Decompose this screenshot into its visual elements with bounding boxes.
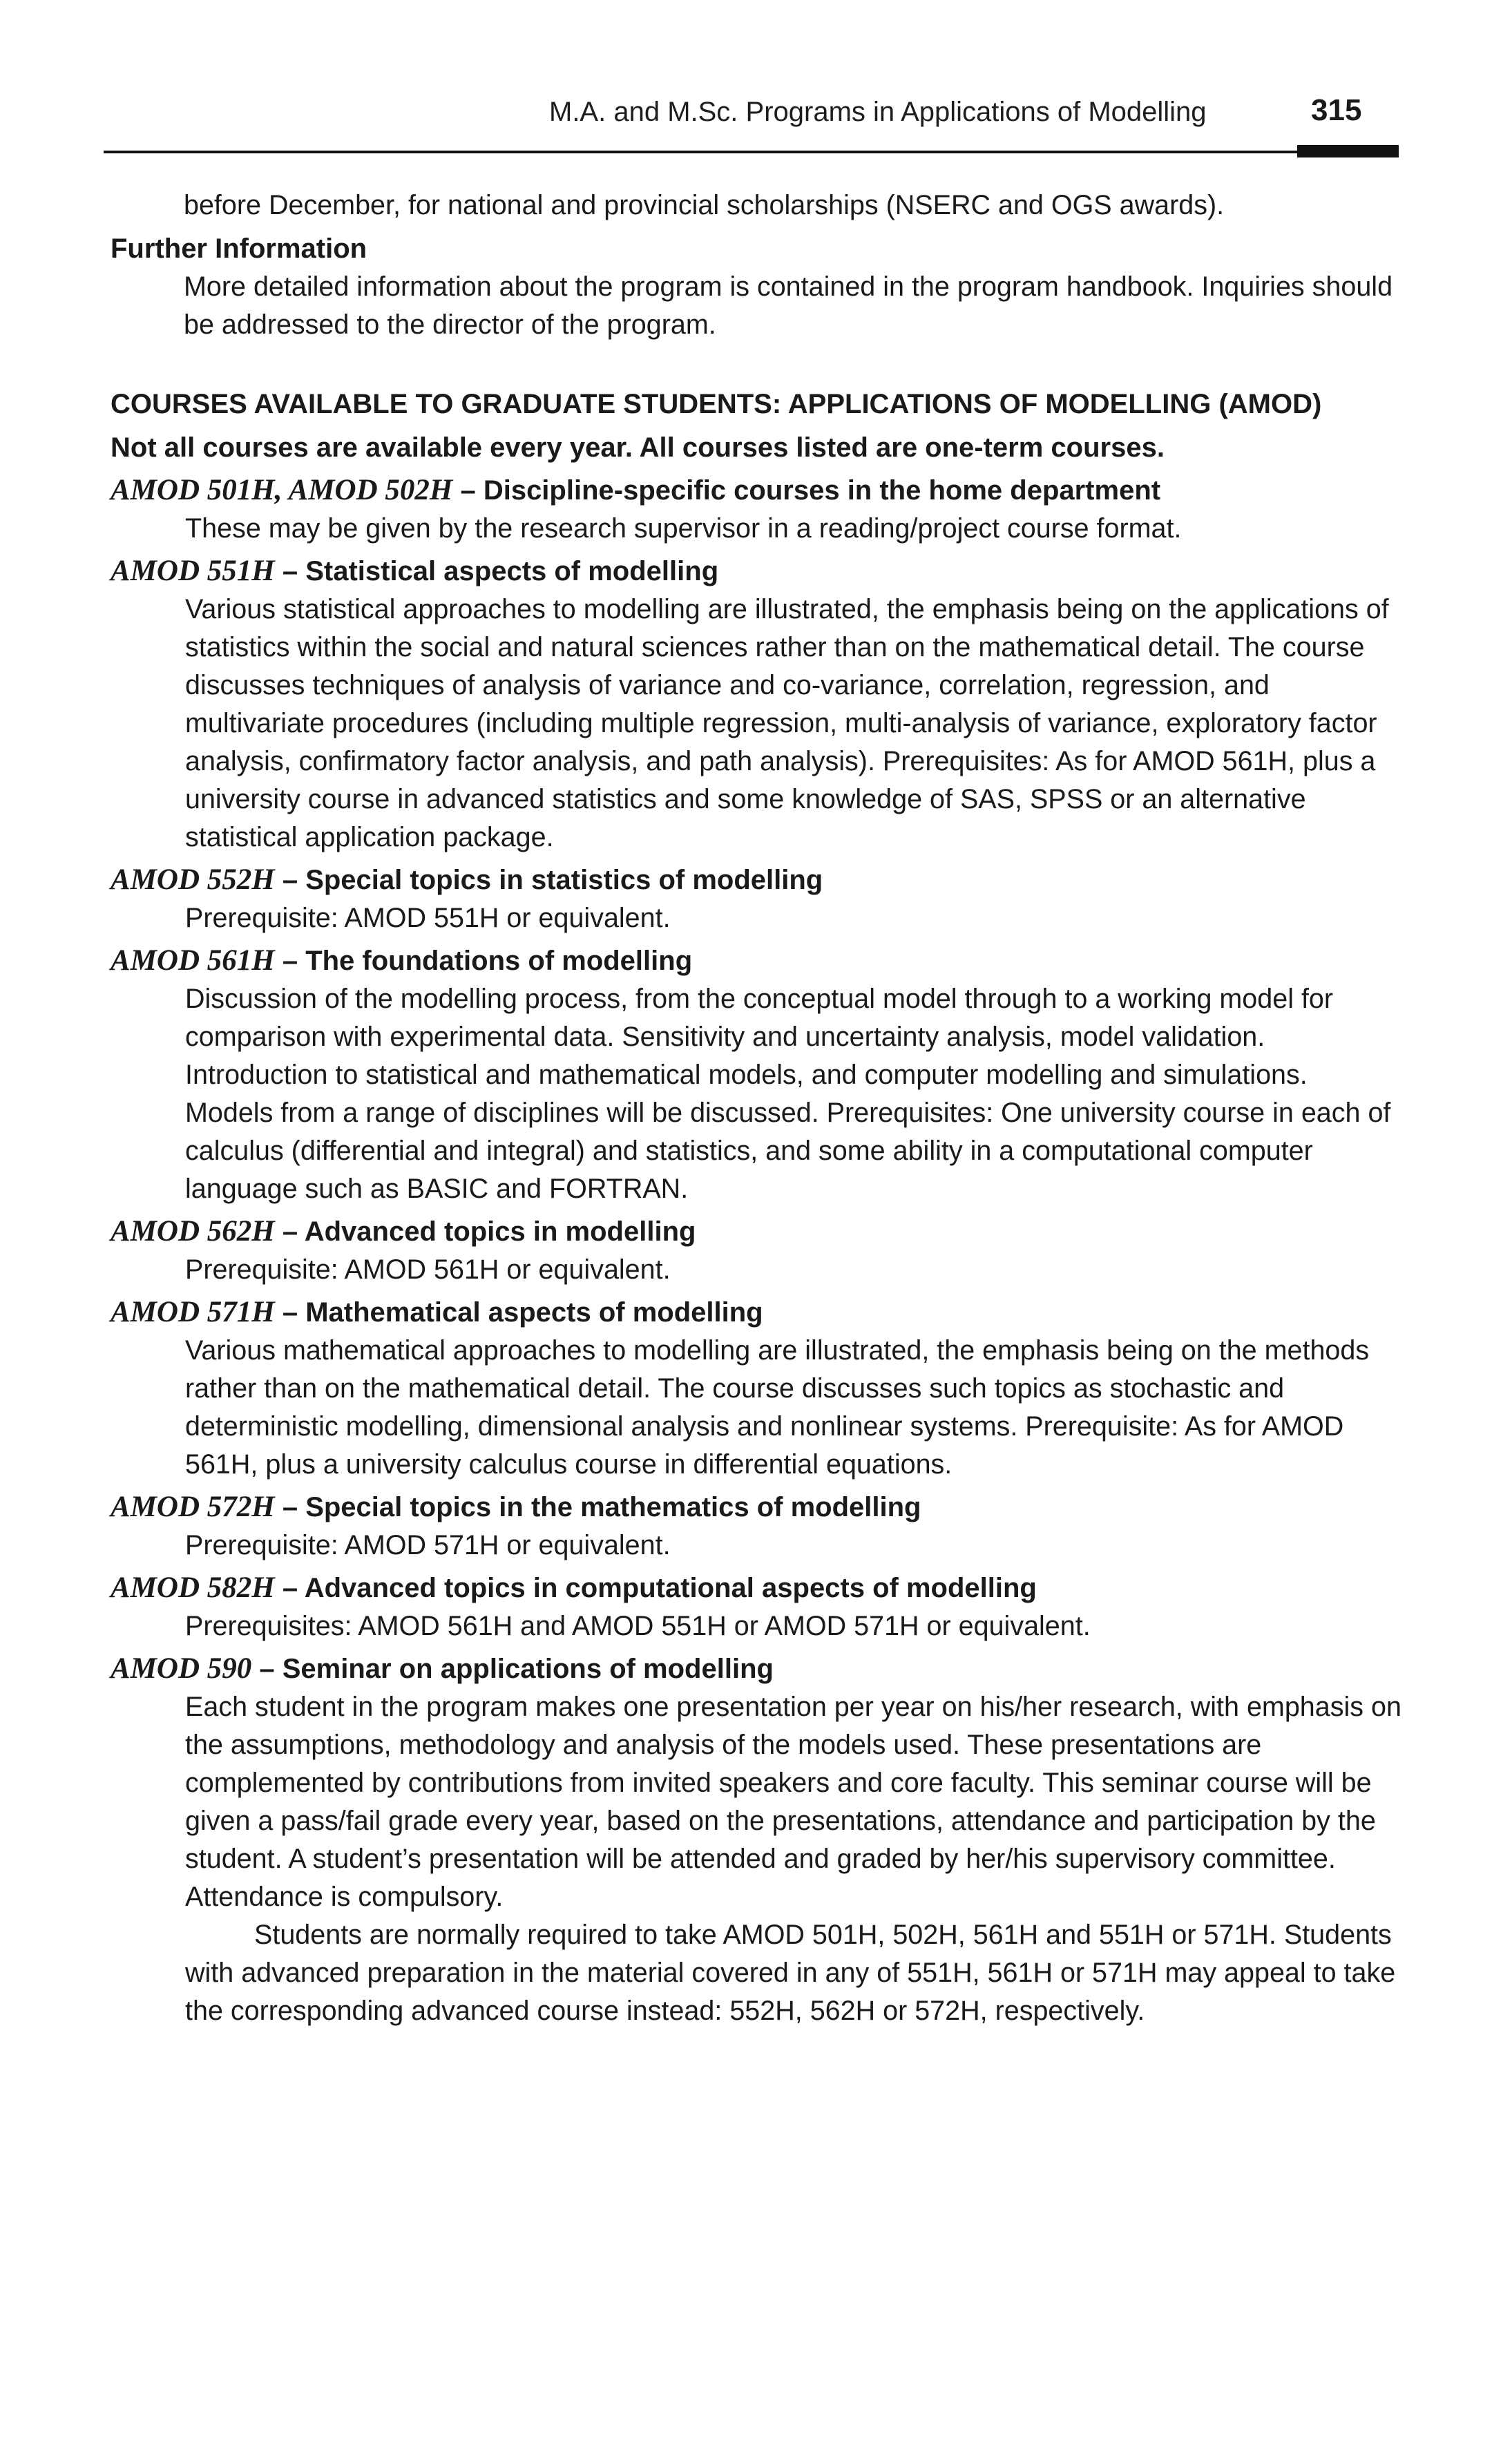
course-title: – Discipline-specific courses in the home department [452,475,1161,506]
course-item [111,1293,1402,1484]
course-title: – Mathematical aspects of modelling [274,1297,763,1328]
course-description: Each student in the program makes one presentation per year on his/her research, with emphasis on the assumptions, methodology and analysis of the models used. These presentations are complemented by contributions from invited speakers and core faculty. This seminar course will be given a pass/fail grade every year, based on the presentations, attendance and participation by the student. A student’s presentation will be attended and graded by her/his supervisory committee. Attendance is compulsory. [185,1692,1401,1912]
course-description: Prerequisite: AMOD 551H or equivalent. [185,903,671,933]
course-item [111,552,1402,857]
further-info-text: More detailed information about the program is contained in the program handbook. Inquiries should be addressed to the director of the program. [184,271,1393,340]
course-heading [111,1212,1402,1251]
header-thumb-tab [1297,145,1399,157]
course-code: AMOD 582H [111,1571,275,1604]
course-code: AMOD 571H [111,1296,275,1328]
course-title: – Advanced topics in computational aspects of modelling [274,1573,1037,1603]
course-list [111,471,1402,2030]
page-content [111,187,1402,2030]
header-rule [104,151,1399,153]
intro-continuation: before December, for national and provincial scholarships (NSERC and OGS awards). [184,190,1225,220]
course-title: – Special topics in statistics of modelling [274,865,823,895]
course-item [111,471,1402,548]
course-code: AMOD 551H [111,555,275,587]
course-title: – Seminar on applications of modelling [251,1654,774,1684]
course-code: AMOD 572H [111,1491,275,1523]
course-heading [111,1293,1402,1332]
course-description: Discussion of the modelling process, from the conceptual model through to a working model for comparison with experimental data. Sensitivity and uncertainty analysis, model validation. Introduction to statistical and mathematical models, and computer modelling and simulations. Models from a range of disciplines will be discussed. Prerequisites: One university course in each of calculus (differential and integral) and statistics, and some ability in a computational computer language such as BASIC and FORTRAN. [185,984,1391,1204]
course-description: Prerequisite: AMOD 561H or equivalent. [185,1254,671,1285]
further-info-heading: Further Information [111,233,367,264]
courses-note: Not all courses are available every year. All courses listed are one-term courses. [111,432,1165,463]
course-heading [111,552,1402,591]
course-description-note: Students are normally required to take AMOD 501H, 502H, 561H and 551H or 571H. Students with advanced preparation in the material covered in any of 551H, 561H or 571H may appeal to take the corresponding advanced course instead: 552H, 562H or 572H, respectively. [185,1920,1396,2026]
page-number: 315 [1311,93,1362,127]
course-description: Prerequisites: AMOD 561H and AMOD 551H or AMOD 571H or equivalent. [185,1611,1091,1641]
course-title: – Statistical aspects of modelling [274,556,719,586]
course-heading [111,861,1402,899]
course-item [111,1212,1402,1289]
course-code: AMOD 501H, AMOD 502H [111,474,453,506]
course-code: AMOD 552H [111,863,275,896]
course-item [111,1488,1402,1565]
course-item [111,1650,1402,2030]
course-title: – The foundations of modelling [274,946,693,976]
course-description: These may be given by the research supervisor in a reading/project course format. [185,513,1182,544]
course-description: Various statistical approaches to modelling are illustrated, the emphasis being on the applications of statistics within the social and natural sciences rather than on the mathematical detail. The course discusses techniques of analysis of variance and co-variance, correlation, regression, and multivariate procedures (including multiple regression, multi-analysis of variance, exploratory factor analysis, confirmatory factor analysis, and path analysis). Prerequisites: As for AMOD 561H, plus a university course in advanced statistics and some knowledge of SAS, SPSS or an alternative statistical application package. [185,594,1389,852]
course-description: Prerequisite: AMOD 571H or equivalent. [185,1530,671,1560]
course-item [111,861,1402,937]
course-item [111,1569,1402,1645]
course-heading [111,1569,1402,1607]
course-heading [111,471,1402,510]
course-code: AMOD 590 [111,1652,252,1685]
course-heading [111,1650,1402,1688]
course-description: Various mathematical approaches to modelling are illustrated, the emphasis being on the methods rather than on the mathematical detail. The course discusses such topics as stochastic and deterministic modelling, dimensional analysis and nonlinear systems. Prerequisite: As for AMOD 561H, plus a university calculus course in differential equations. [185,1335,1370,1480]
course-heading [111,942,1402,980]
course-heading [111,1488,1402,1527]
course-item [111,942,1402,1208]
course-title: – Special topics in the mathematics of modelling [274,1492,921,1522]
running-header-title: M.A. and M.Sc. Programs in Applications of Modelling [549,97,1207,127]
course-title: – Advanced topics in modelling [274,1216,696,1247]
courses-section-title: COURSES AVAILABLE TO GRADUATE STUDENTS: APPLICATIONS OF MODELLING (AMOD) [111,389,1322,419]
course-code: AMOD 562H [111,1215,275,1248]
course-code: AMOD 561H [111,944,275,977]
